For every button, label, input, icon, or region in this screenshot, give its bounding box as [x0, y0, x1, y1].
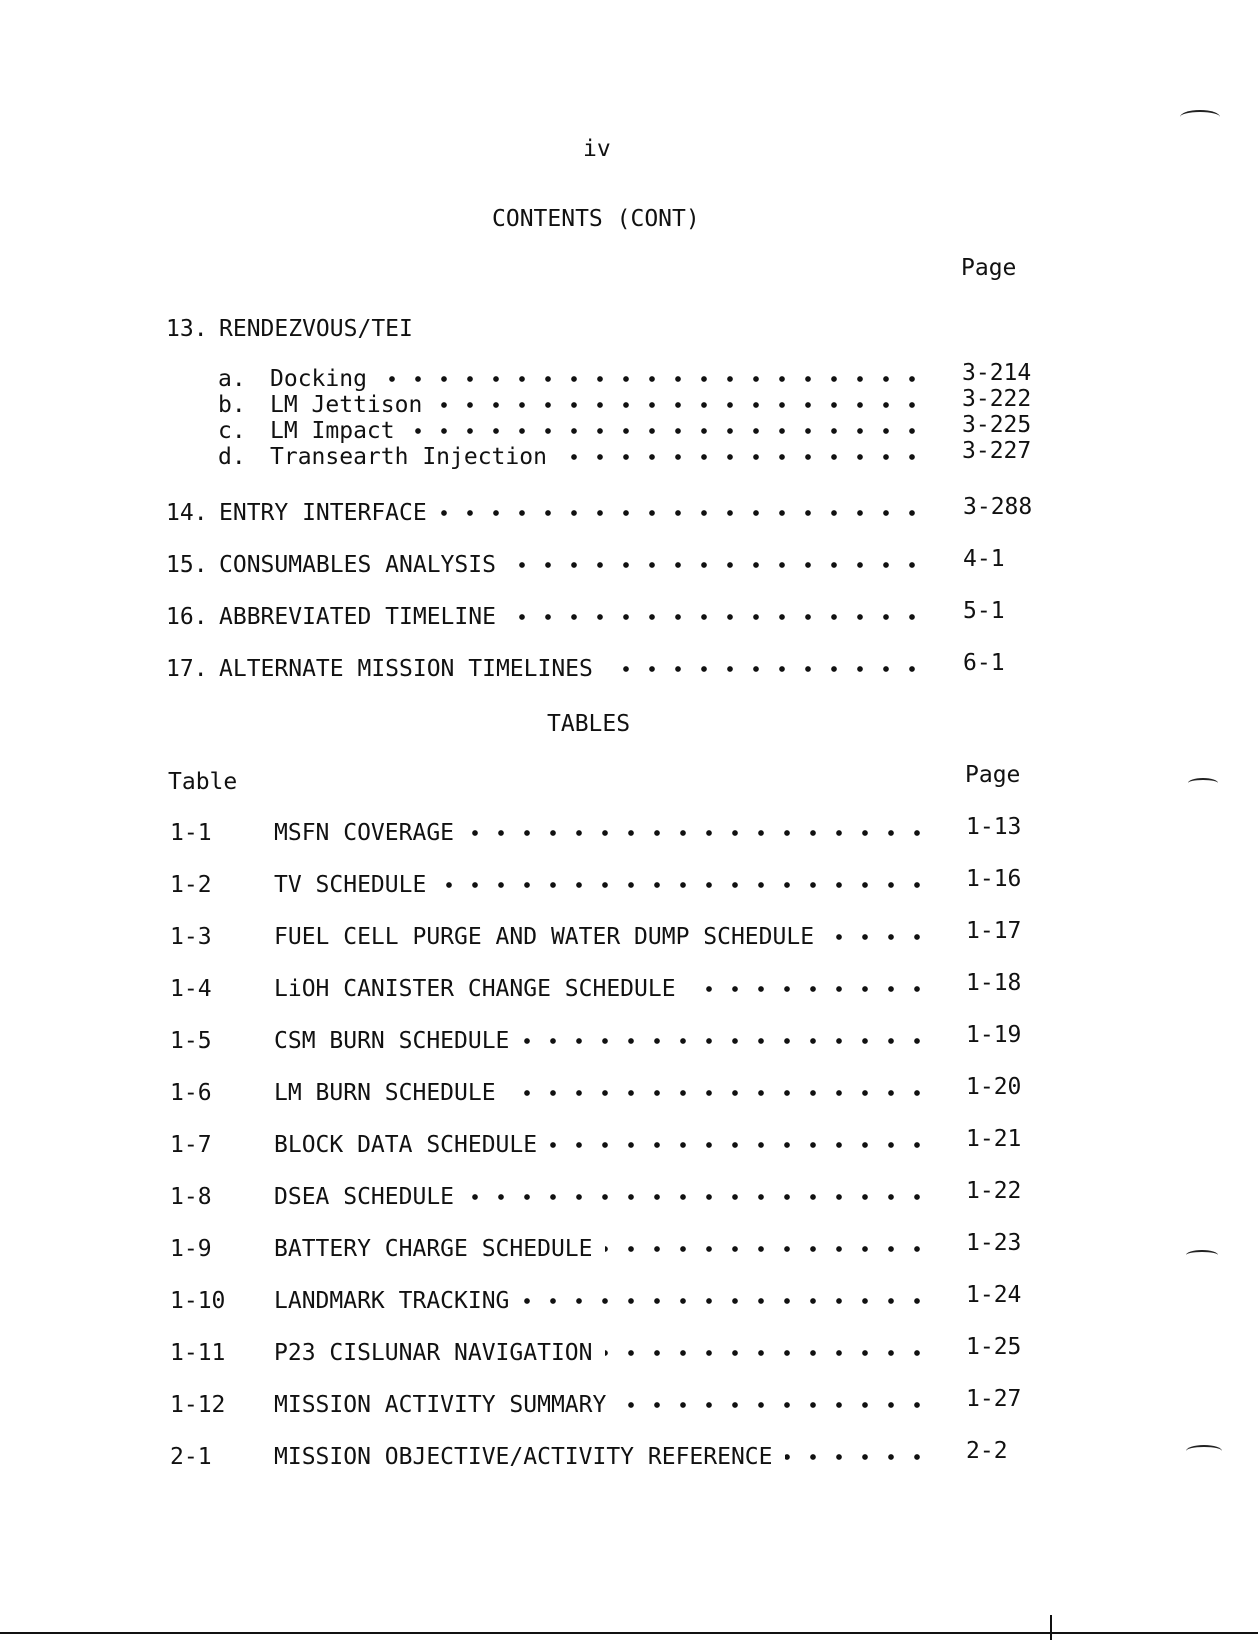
table-number: 1-12: [170, 1392, 226, 1418]
table-title: MISSION ACTIVITY SUMMARY: [274, 1392, 607, 1418]
page-reference: 3-227: [962, 438, 1032, 464]
table-number: 1-1: [170, 820, 212, 846]
table-number: 1-2: [170, 872, 212, 898]
table-entry: [0, 1334, 1258, 1368]
dot-leader: [407, 424, 925, 438]
table-number: 1-10: [170, 1288, 226, 1314]
contents-entry: [0, 546, 1258, 580]
dot-leader: [439, 506, 925, 520]
table-number: 1-5: [170, 1028, 212, 1054]
table-entry: [0, 1386, 1258, 1420]
table-entry: [0, 1438, 1258, 1472]
table-title: LANDMARK TRACKING: [274, 1288, 510, 1314]
page-reference: 1-19: [966, 1022, 1022, 1048]
table-entry: [0, 1282, 1258, 1316]
dot-leader: [508, 1086, 930, 1100]
dot-leader: [521, 1034, 930, 1048]
table-column-label: Table: [168, 769, 238, 795]
dot-leader: [508, 610, 925, 624]
contents-entry: [0, 598, 1258, 632]
contents-entry: [0, 650, 1258, 684]
table-title: LM BURN SCHEDULE: [274, 1080, 496, 1106]
section-number: 17.: [166, 656, 208, 682]
contents-heading: CONTENTS (CONT): [492, 206, 700, 232]
dot-leader: [549, 1138, 930, 1152]
page-reference: 1-13: [966, 814, 1022, 840]
subsection-letter: c.: [218, 418, 246, 444]
page-reference: 3-214: [962, 360, 1032, 386]
subsection-letter: d.: [218, 444, 246, 470]
contents-subentry: [0, 360, 1258, 394]
table-entry: [0, 918, 1258, 952]
dot-leader: [605, 662, 925, 676]
table-title: MSFN COVERAGE: [274, 820, 455, 846]
table-entry: [0, 1022, 1258, 1056]
table-title: LiOH CANISTER CHANGE SCHEDULE: [274, 976, 676, 1002]
table-entry: [0, 1126, 1258, 1160]
section-title: ALTERNATE MISSION TIMELINES: [219, 656, 593, 682]
dot-leader: [466, 826, 930, 840]
page-reference: 1-20: [966, 1074, 1022, 1100]
page-reference: 3-288: [963, 494, 1033, 520]
page-reference: 2-2: [966, 1438, 1008, 1464]
table-title: BLOCK DATA SCHEDULE: [274, 1132, 538, 1158]
subsection-title: LM Impact: [270, 418, 395, 444]
table-title: CSM BURN SCHEDULE: [274, 1028, 510, 1054]
page-reference: 1-27: [966, 1386, 1022, 1412]
page-edge-mark: [1050, 1615, 1052, 1640]
section-title: ABBREVIATED TIMELINE: [219, 604, 496, 630]
dot-leader: [605, 1242, 930, 1256]
section-title: CONSUMABLES ANALYSIS: [219, 552, 496, 578]
page-column-label: Page: [961, 255, 1017, 281]
contents-entry: [0, 494, 1258, 528]
page-reference: 1-18: [966, 970, 1022, 996]
dot-leader: [605, 1346, 930, 1360]
binder-mark: [1186, 1250, 1218, 1260]
page-reference: 1-24: [966, 1282, 1022, 1308]
section-number: 14.: [166, 500, 208, 526]
contents-subentry: [0, 386, 1258, 420]
binder-mark: [1186, 1445, 1222, 1457]
page-reference: 1-17: [966, 918, 1022, 944]
page-reference: 1-25: [966, 1334, 1022, 1360]
page-reference: 1-23: [966, 1230, 1022, 1256]
table-entry: [0, 970, 1258, 1004]
subsection-title: Docking: [270, 366, 367, 392]
table-number: 1-4: [170, 976, 212, 1002]
subsection-letter: a.: [218, 366, 246, 392]
page-reference: 6-1: [963, 650, 1005, 676]
binder-mark: [1180, 110, 1220, 124]
page-number: iv: [583, 136, 611, 162]
dot-leader: [466, 1190, 930, 1204]
page-reference: 4-1: [963, 546, 1005, 572]
contents-subentry: [0, 412, 1258, 446]
section-number: 13.: [166, 316, 208, 342]
dot-leader: [379, 372, 925, 386]
tables-page-column-label: Page: [965, 762, 1021, 788]
table-number: 2-1: [170, 1444, 212, 1470]
dot-leader: [785, 1450, 930, 1464]
page-bottom-edge: [0, 1632, 1258, 1634]
table-entry: [0, 1178, 1258, 1212]
dot-leader: [438, 878, 930, 892]
table-entry: [0, 814, 1258, 848]
dot-leader: [521, 1294, 930, 1308]
table-number: 1-3: [170, 924, 212, 950]
subsection-title: Transearth Injection: [270, 444, 547, 470]
binder-mark: [1188, 778, 1218, 788]
table-entry: [0, 1230, 1258, 1264]
table-title: DSEA SCHEDULE: [274, 1184, 455, 1210]
dot-leader: [618, 1398, 930, 1412]
page-reference: 3-225: [962, 412, 1032, 438]
table-number: 1-11: [170, 1340, 226, 1366]
section-title: ENTRY INTERFACE: [219, 500, 427, 526]
table-title: BATTERY CHARGE SCHEDULE: [274, 1236, 593, 1262]
page-reference: 3-222: [962, 386, 1032, 412]
table-number: 1-9: [170, 1236, 212, 1262]
contents-entry: [0, 316, 1258, 344]
table-title: P23 CISLUNAR NAVIGATION: [274, 1340, 593, 1366]
dot-leader: [508, 558, 925, 572]
table-title: TV SCHEDULE: [274, 872, 427, 898]
table-number: 1-7: [170, 1132, 212, 1158]
section-title: RENDEZVOUS/TEI: [219, 316, 413, 342]
dot-leader: [434, 398, 925, 412]
table-title: MISSION OBJECTIVE/ACTIVITY REFERENCE: [274, 1444, 773, 1470]
table-number: 1-6: [170, 1080, 212, 1106]
table-entry: [0, 866, 1258, 900]
page-reference: 5-1: [963, 598, 1005, 624]
page-reference: 1-22: [966, 1178, 1022, 1204]
subsection-title: LM Jettison: [270, 392, 423, 418]
page-reference: 1-16: [966, 866, 1022, 892]
subsection-letter: b.: [218, 392, 246, 418]
section-number: 16.: [166, 604, 208, 630]
dot-leader: [559, 450, 925, 464]
table-entry: [0, 1074, 1258, 1108]
page-reference: 1-21: [966, 1126, 1022, 1152]
contents-subentry: [0, 438, 1258, 472]
tables-heading: TABLES: [547, 711, 631, 737]
section-number: 15.: [166, 552, 208, 578]
dot-leader: [826, 930, 930, 944]
table-title: FUEL CELL PURGE AND WATER DUMP SCHEDULE: [274, 924, 815, 950]
dot-leader: [688, 982, 930, 996]
table-number: 1-8: [170, 1184, 212, 1210]
